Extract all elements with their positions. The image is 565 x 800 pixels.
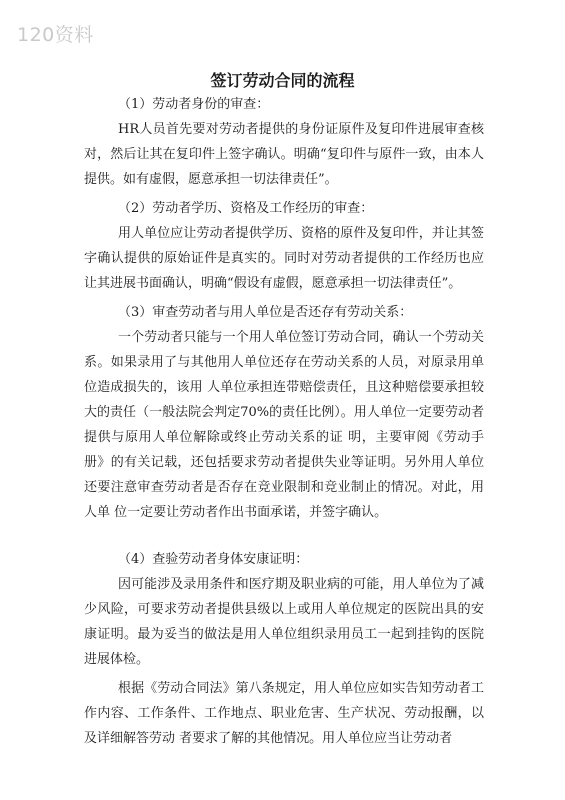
section-paragraph: HR人员首先要对劳动者提供的身份证原件及复印件进展审查核对，然后让其在复印件上签字确认。明确“复印件与原件一致，由本人提供。如有虚假，愿意承担一切法律责任”。 — [84, 122, 484, 187]
section-paragraph: 一个劳动者只能与一个用人单位签订劳动合同，确认一个劳动关系。如果录用了与其他用人单位还存在劳动关系的人员，对原录用单位造成损失的，该用 人单位承担连带赔偿责任，且这种赔偿要承担较大的责任（一般法院会判定70%的责任比例）。用人单位一定要劳动者提供与原用人单位解除或终止劳动关系的证 明，主要审阅《劳动手册》的有关记载，还包括要求劳动者提供失业等证明。另外用人单位还要注意审查劳动者是否存在竞业限制和竞业制止的情况。对此，用人单 位一定要让劳动者作出书面承诺，并签字确认。 — [84, 330, 484, 520]
document-body — [84, 92, 484, 751]
section-heading-education: （2）劳动者学历、资格及工作经历的审查： — [118, 201, 374, 216]
section-paragraph: 因可能涉及录用条件和医疗期及职业病的可能，用人单位为了减少风险，可要求劳动者提供县级以上或用人单位规定的医院出具的安康证明。最为妥当的做法是用人单位组织录用员工一起到挂钩的医院进展体检。 — [84, 577, 484, 667]
section-paragraph: 用人单位应让劳动者提供学历、资格的原件及复印件，并让其签字确认提供的原始证件是真实的。同时对劳动者提供的工作经历也应让其进展书面确认，明确“假设有虚假，愿意承担一切法律责任”。 — [84, 226, 484, 291]
watermark-logo: 120资料 — [17, 24, 94, 46]
section-heading-labor-relation: （3）审查劳动者与用人单位是否还存有劳动关系： — [118, 305, 413, 320]
document-title: 签订劳动合同的流程 — [210, 71, 355, 90]
section-paragraph: 根据《劳动合同法》第八条规定，用人单位应如实告知劳动者工作内容、工作条件、工作地点、职业危害、生产状况、劳动报酬，以及详细解答劳动 者要求了解的其他情况。用人单位应当让劳动者 — [84, 681, 484, 746]
section-heading-identity: （1）劳动者身份的审查： — [118, 97, 270, 112]
section-heading-health: （4）查验劳动者身体安康证明： — [118, 552, 309, 567]
